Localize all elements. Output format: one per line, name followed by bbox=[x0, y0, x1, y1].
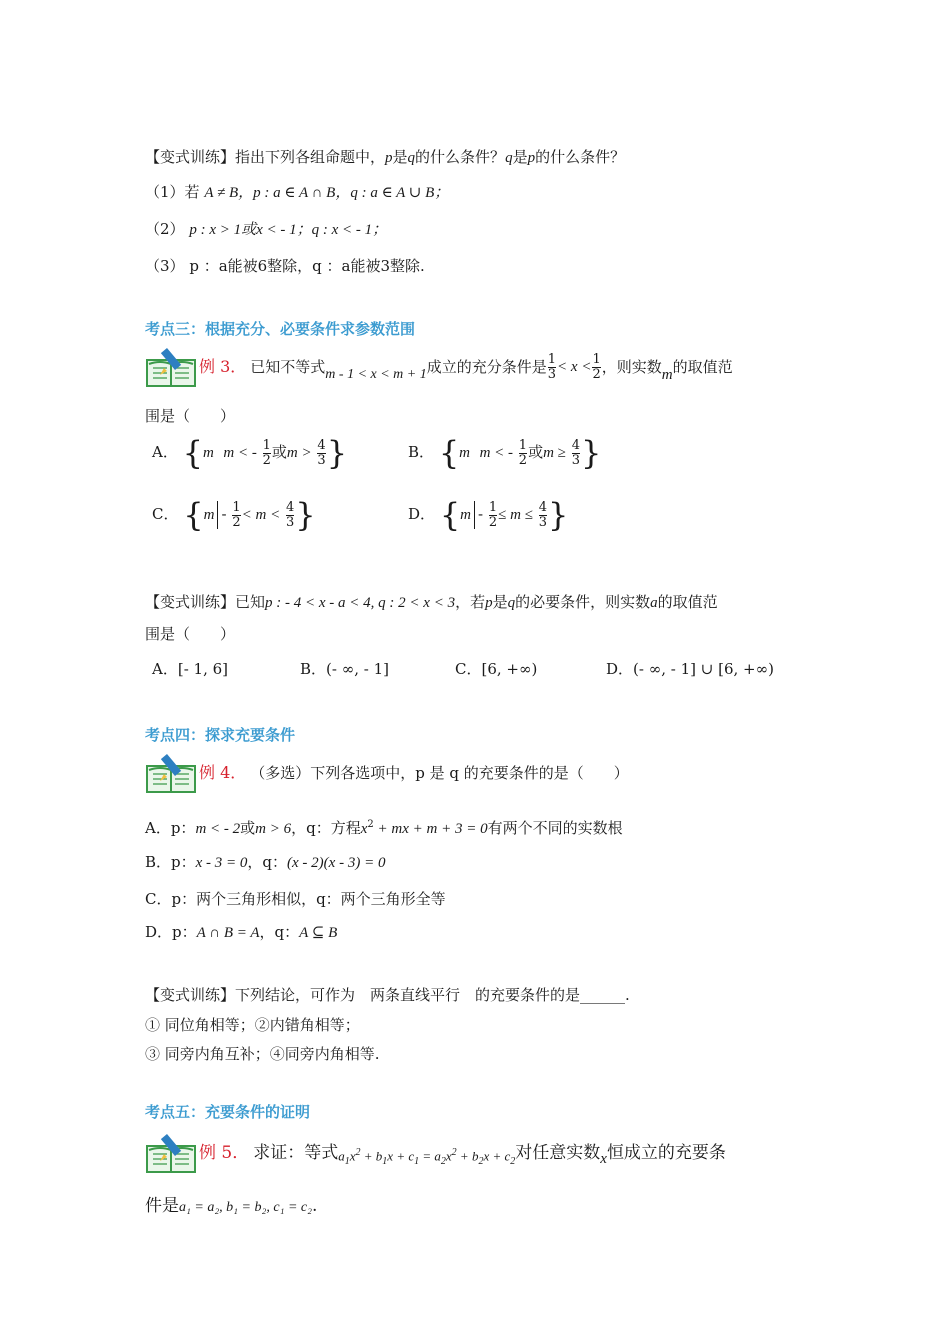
example5-label: 例 5． bbox=[199, 1143, 250, 1163]
example4-option-d[interactable]: D．p：A ∩ B = A，q：A ⊆ B bbox=[145, 923, 338, 941]
example3-option-c[interactable]: C． {m - $\frac{1}{2}$ < m < $\frac{4}{3}$ } bbox=[152, 496, 316, 534]
variant3-intro: 【变式训练】下列结论，可作为 两条直线平行 的充要条件的是______. bbox=[145, 986, 630, 1004]
variant1-item1: （1）若 A ≠ B，p : a ∈ A ∩ B，q : a ∈ A ∪ B； bbox=[145, 183, 450, 201]
example5-row: 例 5． 求证：等式 $a_1x^2 + b_1x + c_1 = a_2x^2 + b_2x + c_2$ 对任意实数 x 恒成立的充要条 bbox=[145, 1132, 805, 1174]
example3-option-a[interactable]: A． {m m < - $\frac{1}{2}$ 或m > $\frac{4}{3}$ } bbox=[152, 434, 348, 472]
example3-line2: 围是（ ） bbox=[145, 407, 236, 425]
variant1-item2: （2） p : x > 1或x < - 1；q : x < - 1； bbox=[145, 220, 388, 238]
example4-row: 例 4． （多选）下列各选项中，p 是 q 的充要条件的是（ ） bbox=[145, 752, 805, 794]
section3-heading: 考点三：根据充分、必要条件求参数范围 bbox=[145, 320, 416, 338]
variant2-option-c[interactable]: C．[6, +∞) bbox=[455, 660, 538, 678]
example3-row: 例 3． 已知不等式 m - 1 < x < m + 1 成立的充分条件是 $\frac{1}{3}$ < x < $\frac{1}{2}$ ，则实数 m 的取值范 bbox=[145, 346, 805, 388]
variant3-title: 【变式训练】 bbox=[145, 986, 236, 1004]
variant1-item3: （3） p ：a能被6整除，q ：a能被3整除. bbox=[145, 257, 425, 275]
variant2-line2: 围是（ ） bbox=[145, 625, 236, 643]
variant3-line3: ③ 同旁内角互补；④同旁内角相等. bbox=[145, 1045, 380, 1063]
variant1-intro: 【变式训练】指出下列各组命题中，p是q的什么条件？q是p的什么条件？ bbox=[145, 148, 626, 166]
example5-line2: 件是a₁ = a₂, b₁ = b₂, c₁ = c₂. bbox=[145, 1196, 318, 1216]
section5-heading: 考点五：充要条件的证明 bbox=[145, 1103, 311, 1121]
variant2-intro: 【变式训练】已知p : - 4 < x - a < 4, q : 2 < x < 3，若p是q的必要条件，则实数a的取值范 bbox=[145, 593, 718, 611]
example3-label: 例 3． bbox=[199, 357, 247, 376]
example3-option-b[interactable]: B． {m m < - $\frac{1}{2}$ 或m ≥ $\frac{4}{3}$ } bbox=[408, 434, 602, 472]
book-pencil-icon bbox=[145, 1132, 197, 1174]
example4-option-b[interactable]: B．p：x - 3 = 0，q：(x - 2)(x - 3) = 0 bbox=[145, 853, 386, 871]
example4-label: 例 4． bbox=[199, 763, 247, 782]
book-pencil-icon bbox=[145, 752, 197, 794]
book-pencil-icon bbox=[145, 346, 197, 388]
example4-option-a[interactable]: A．p：m < - 2或m > 6，q：方程$x^2$ + mx + m + 3 = 0有两个不同的实数根 bbox=[145, 819, 623, 837]
section4-heading: 考点四：探求充要条件 bbox=[145, 726, 296, 744]
example4-option-c[interactable]: C．p：两个三角形相似，q：两个三角形全等 bbox=[145, 890, 446, 908]
variant1-title: 【变式训练】 bbox=[145, 148, 236, 166]
variant2-option-a[interactable]: A．[- 1, 6] bbox=[152, 660, 229, 678]
variant3-line2: ① 同位角相等；②内错角相等； bbox=[145, 1016, 360, 1034]
variant2-title: 【变式训练】 bbox=[145, 593, 236, 611]
variant2-option-b[interactable]: B．(- ∞, - 1] bbox=[300, 660, 389, 678]
variant2-option-d[interactable]: D．(- ∞, - 1] ∪ [6, +∞) bbox=[606, 660, 774, 678]
example5-equation: $a_1x^2 + b_1x + c_1 = a_2x^2 + b_2x + c_2$ bbox=[338, 1146, 516, 1167]
example3-option-d[interactable]: D． {m - $\frac{1}{2}$ ≤ m ≤ $\frac{4}{3}$ } bbox=[408, 496, 569, 534]
